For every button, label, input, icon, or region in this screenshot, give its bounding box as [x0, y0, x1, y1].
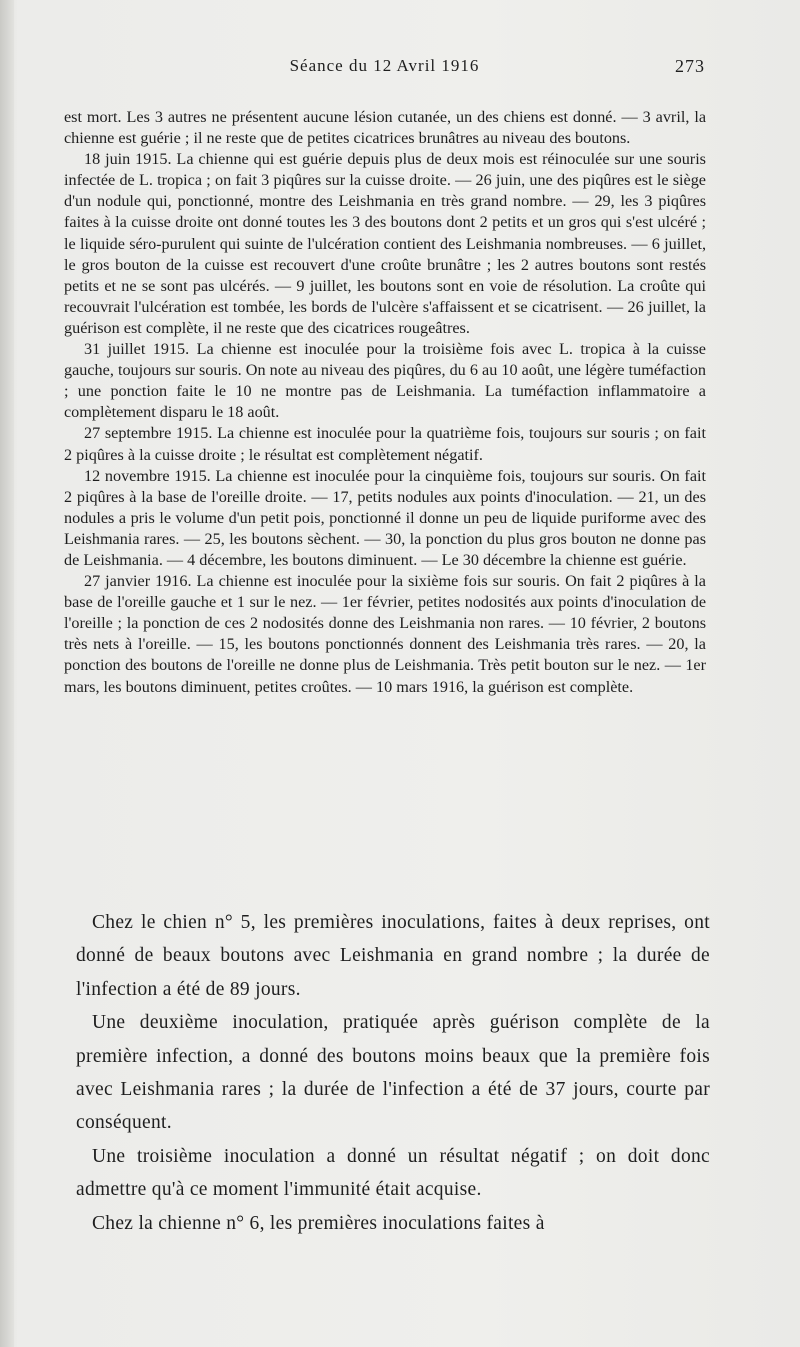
- case-notes: [64, 107, 706, 698]
- body-paragraph: Une troisième inoculation a donné un résultat négatif ; on doit donc admettre qu'à ce moment l'immunité était acquise.: [76, 1145, 710, 1201]
- header-title: Séance du 12 Avril 1916: [289, 56, 480, 75]
- body-paragraph: Chez la chienne n° 6, les premières inoculations faites à: [92, 1212, 545, 1234]
- page-number: 273: [675, 56, 705, 76]
- case-paragraph: 12 novembre 1915. La chienne est inoculée pour la cinquième fois, toujours sur souris. On fait 2 piqûres à la base de l'oreille droite. — 17, petits nodules aux points d'inoculation. — 21, un des nodules a pris le volume d'un petit pois, ponctionné il donne un peu de liquide puriforme avec des Leishmania rares. — 25, les boutons sèchent. — 30, la ponction du plus gros bouton ne donne pas de Leishmania. — 4 décembre, les boutons diminuent. — Le 30 décembre la chienne est guérie.: [64, 466, 706, 569]
- body-paragraph: Une deuxième inoculation, pratiquée après guérison complète de la première infection, a donné des boutons moins beaux que la première fois avec Leishmania rares ; la durée de l'infection a été de 37 jours, courte par conséquent.: [76, 1012, 710, 1134]
- case-paragraph: 27 septembre 1915. La chienne est inoculée pour la quatrième fois, toujours sur souris ; on fait 2 piqûres à la cuisse droite ; le résultat est complètement négatif.: [64, 424, 706, 464]
- case-paragraph: 31 juillet 1915. La chienne est inoculée pour la troisième fois avec L. tropica à la cuisse gauche, toujours sur souris. On note au niveau des piqûres, du 6 au 10 août, une légère tuméfaction ; une ponction faite le 10 ne montre pas de Leishmania. La tuméfaction inflammatoire a complètement disparu le 18 août.: [64, 340, 706, 422]
- case-paragraph: 18 juin 1915. La chienne qui est guérie depuis plus de deux mois est réinoculée sur une souris infectée de L. tropica ; on fait 3 piqûres sur la cuisse droite. — 26 juin, une des piqûres est le siège d'un nodule qui, ponctionné, montre des Leishmania en très grand nombre. — 29, les 3 piqûres faites à la cuisse droite ont donné toutes les 3 des boutons dont 2 petits et un gros qui s'est ulcéré ; le liquide séro-purulent qui suinte de l'ulcération contient des Leishmania nombreuses. — 6 juillet, le gros bouton de la cuisse est recouvert d'une croûte brunâtre ; les 2 autres boutons sont restés petits et ne se sont pas ulcérés. — 9 juillet, les boutons sont en voie de résolution. La croûte qui recouvrait l'ulcération est tombée, les bords de l'ulcère s'affaissent et se cicatrisent. — 26 juillet, la guérison est complète, il ne reste que des cicatrices rougeâtres.: [64, 150, 706, 337]
- discussion-text: [76, 906, 710, 1240]
- case-paragraph: est mort. Les 3 autres ne présentent aucune lésion cutanée, un des chiens est donné. — 3 avril, la chienne est guérie ; il ne reste que de petites cicatrices brunâtres au niveau des boutons.: [64, 108, 706, 148]
- running-header: [64, 56, 705, 90]
- case-paragraph: 27 janvier 1916. La chienne est inoculée pour la sixième fois sur souris. On fait 2 piqûres à la base de l'oreille gauche et 1 sur le nez. — 1er février, petites nodosités aux points d'inoculation de l'oreille ; la ponction de ces 2 nodosités donne des Leishmania non rares. — 10 février, 2 boutons très nets à l'oreille. — 15, les boutons ponctionnés donnent des Leishmania très rares. — 20, la ponction des boutons de l'oreille ne donne plus de Leishmania. Très petit bouton sur le nez. — 1er mars, les boutons diminuent, petites croûtes. — 10 mars 1916, la guérison est complète.: [64, 572, 706, 696]
- body-paragraph: Chez le chien n° 5, les premières inoculations, faites à deux reprises, ont donné de beaux boutons avec Leishmania en grand nombre ; la durée de l'infection a été de 89 jours.: [76, 912, 710, 1000]
- page-edge-shadow: [0, 0, 14, 1347]
